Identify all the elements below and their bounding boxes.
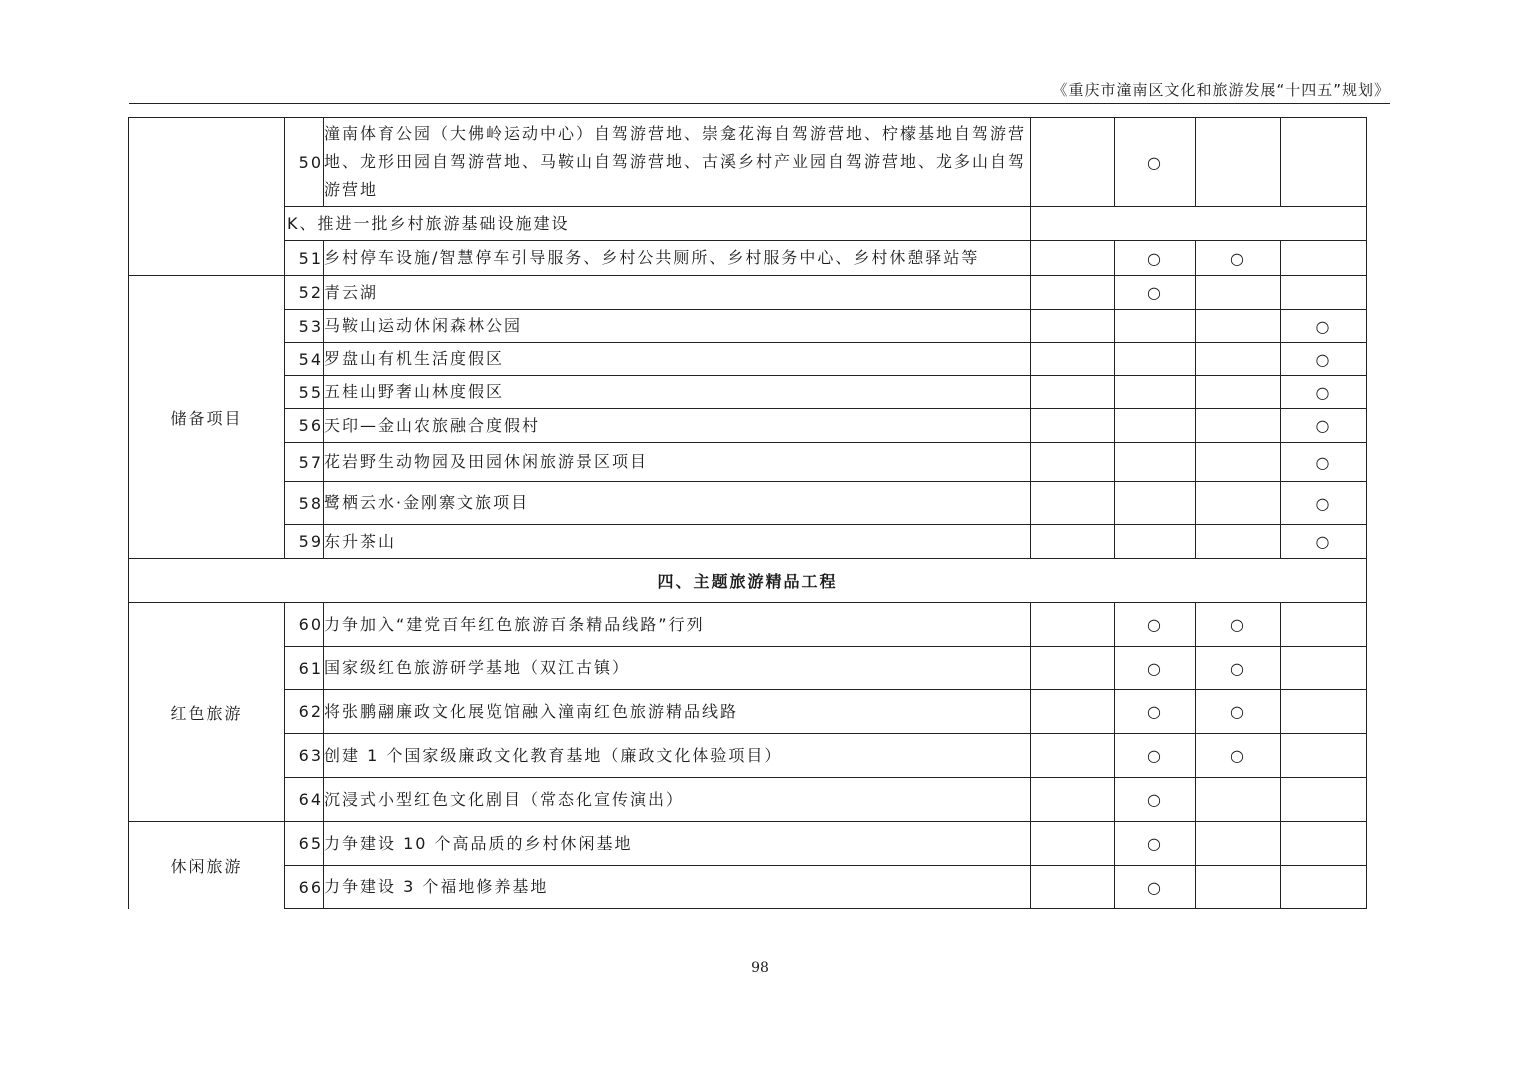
phase-1-cell <box>1031 376 1115 409</box>
phase-4-cell <box>1281 276 1367 310</box>
phase-1-cell <box>1031 276 1115 310</box>
row-number: 51 <box>285 241 324 276</box>
table-row <box>129 603 1367 647</box>
circle-mark-icon: ○ <box>1147 283 1163 302</box>
phase-4-cell <box>1281 603 1367 647</box>
circle-mark-icon: ○ <box>1315 532 1332 551</box>
row-number: 56 <box>285 409 324 443</box>
phase-2-cell <box>1115 276 1196 310</box>
phase-1-cell <box>1031 482 1115 525</box>
phase-1-cell <box>1031 690 1115 734</box>
row-number: 64 <box>285 778 324 822</box>
phase-4-cell <box>1281 343 1367 376</box>
phase-4-cell <box>1281 118 1367 207</box>
phase-4-cell <box>1281 443 1367 482</box>
circle-mark-icon: ○ <box>1230 615 1246 634</box>
phase-2-cell <box>1115 603 1196 647</box>
phase-3-cell <box>1196 409 1281 443</box>
phase-3-cell <box>1196 376 1281 409</box>
phase-2-cell <box>1115 778 1196 822</box>
row-number: 60 <box>285 603 324 647</box>
table-row <box>129 866 1367 909</box>
row-number: 55 <box>285 376 324 409</box>
row-number: 61 <box>285 647 324 690</box>
phase-3-cell <box>1196 310 1281 343</box>
phase-1-cell <box>1031 647 1115 690</box>
phase-2-cell <box>1115 822 1196 866</box>
circle-mark-icon: ○ <box>1147 877 1163 897</box>
project-name: 马鞍山运动休闲森林公园 <box>324 310 1031 343</box>
phase-4-cell <box>1281 376 1367 409</box>
phase-1-cell <box>1031 778 1115 822</box>
circle-mark-icon: ○ <box>1147 746 1163 765</box>
phase-3-cell <box>1196 343 1281 376</box>
circle-mark-icon: ○ <box>1230 658 1246 678</box>
table-row <box>129 310 1367 343</box>
circle-mark-icon: ○ <box>1315 493 1332 513</box>
phase-2-cell <box>1115 690 1196 734</box>
project-name: 花岩野生动物园及田园休闲旅游景区项目 <box>324 443 1031 482</box>
phase-2-cell <box>1115 647 1196 690</box>
header-divider <box>129 103 1390 104</box>
phase-3-cell <box>1196 690 1281 734</box>
table-row <box>129 241 1367 276</box>
phase-2-cell <box>1115 343 1196 376</box>
project-name: 乡村停车设施/智慧停车引导服务、乡村公共厕所、乡村服务中心、乡村休憩驿站等 <box>324 241 1031 276</box>
project-name: 沉浸式小型红色文化剧目（常态化宣传演出） <box>324 778 1031 822</box>
phase-4-cell <box>1281 310 1367 343</box>
circle-mark-icon: ○ <box>1147 834 1163 853</box>
table-row <box>129 376 1367 409</box>
phase-4-cell <box>1281 690 1367 734</box>
phase-1-cell <box>1031 343 1115 376</box>
page-number: 98 <box>751 960 769 976</box>
project-name: 五桂山野奢山林度假区 <box>324 376 1031 409</box>
category-label: 休闲旅游 <box>129 822 285 909</box>
table-row <box>129 647 1367 690</box>
phase-3-cell <box>1196 525 1281 559</box>
phase-4-cell <box>1281 866 1367 909</box>
circle-mark-icon: ○ <box>1315 452 1332 472</box>
phase-2-cell <box>1115 734 1196 778</box>
row-number: 62 <box>285 690 324 734</box>
circle-mark-icon: ○ <box>1315 382 1332 402</box>
phase-3-cell <box>1196 443 1281 482</box>
phase-3-cell <box>1196 276 1281 310</box>
phase-3-cell <box>1196 778 1281 822</box>
phase-2-cell <box>1115 866 1196 909</box>
phase-4-cell <box>1281 647 1367 690</box>
phase-1-cell <box>1031 822 1115 866</box>
circle-mark-icon: ○ <box>1147 658 1163 678</box>
circle-mark-icon: ○ <box>1230 702 1246 721</box>
phase-2-cell <box>1115 376 1196 409</box>
circle-mark-icon: ○ <box>1230 746 1246 765</box>
phase-3-cell <box>1196 647 1281 690</box>
phase-1-cell <box>1031 525 1115 559</box>
category-label: 储备项目 <box>129 276 285 559</box>
phase-2-cell <box>1115 118 1196 207</box>
phase-4-cell <box>1281 482 1367 525</box>
project-name: 创建 1 个国家级廉政文化教育基地（廉政文化体验项目） <box>324 734 1031 778</box>
project-name: 鹭栖云水·金刚寨文旅项目 <box>324 482 1031 525</box>
phase-4-cell <box>1281 734 1367 778</box>
table-row <box>129 482 1367 525</box>
project-name: 国家级红色旅游研学基地（双江古镇） <box>324 647 1031 690</box>
phase-3-cell <box>1196 118 1281 207</box>
project-name: 力争加入“建党百年红色旅游百条精品线路”行列 <box>324 603 1031 647</box>
category-cell-empty <box>129 118 285 276</box>
phase-3-cell <box>1196 866 1281 909</box>
row-number: 63 <box>285 734 324 778</box>
phase-3-cell <box>1196 822 1281 866</box>
circle-mark-icon: ○ <box>1315 416 1332 435</box>
project-name: 力争建设 10 个高品质的乡村休闲基地 <box>324 822 1031 866</box>
phase-2-cell <box>1115 409 1196 443</box>
table-row <box>129 118 1367 207</box>
row-number: 50 <box>285 118 324 207</box>
circle-mark-icon: ○ <box>1315 316 1332 336</box>
phase-1-cell <box>1031 443 1115 482</box>
row-number: 57 <box>285 443 324 482</box>
section-heading-row <box>129 559 1367 603</box>
project-name: 潼南体育公园（大佛岭运动中心）自驾游营地、崇龛花海自驾游营地、柠檬基地自驾游营地、龙形田园自驾游营地、马鞍山自驾游营地、古溪乡村产业园自驾游营地、龙多山自驾游营地 <box>324 118 1031 207</box>
phase-3-cell <box>1196 734 1281 778</box>
project-name: 青云湖 <box>324 276 1031 310</box>
row-number: 54 <box>285 343 324 376</box>
phase-3-cell <box>1196 482 1281 525</box>
row-number: 58 <box>285 482 324 525</box>
phase-3-cell <box>1196 241 1281 276</box>
phase-4-cell <box>1281 409 1367 443</box>
phase-4-cell <box>1281 822 1367 866</box>
row-number: 66 <box>285 866 324 909</box>
project-name: 天印—金山农旅融合度假村 <box>324 409 1031 443</box>
circle-mark-icon: ○ <box>1147 615 1163 634</box>
phase-4-cell <box>1281 778 1367 822</box>
project-name: 东升茶山 <box>324 525 1031 559</box>
phase-2-cell <box>1115 443 1196 482</box>
phase-1-cell <box>1031 734 1115 778</box>
subheading-row <box>129 207 1367 241</box>
circle-mark-icon: ○ <box>1147 790 1163 809</box>
phase-2-cell <box>1115 525 1196 559</box>
row-number: 53 <box>285 310 324 343</box>
table-row <box>129 525 1367 559</box>
phase-1-cell <box>1031 118 1115 207</box>
phase-2-cell <box>1115 310 1196 343</box>
row-number: 52 <box>285 276 324 310</box>
phase-3-cell <box>1196 603 1281 647</box>
circle-mark-icon: ○ <box>1147 248 1163 268</box>
project-table <box>128 117 1367 909</box>
table-row <box>129 276 1367 310</box>
table-row <box>129 343 1367 376</box>
phase-4-cell <box>1281 525 1367 559</box>
phase-1-cell <box>1031 866 1115 909</box>
circle-mark-icon: ○ <box>1230 248 1246 268</box>
project-name: 将张鹏翮廉政文化展览馆融入潼南红色旅游精品线路 <box>324 690 1031 734</box>
table-row <box>129 443 1367 482</box>
category-label: 红色旅游 <box>129 603 285 822</box>
row-number: 59 <box>285 525 324 559</box>
project-name: 力争建设 3 个福地修养基地 <box>324 866 1031 909</box>
row-number: 65 <box>285 822 324 866</box>
circle-mark-icon: ○ <box>1147 152 1163 172</box>
subheading-blank <box>1031 207 1367 241</box>
table-row <box>129 409 1367 443</box>
phase-1-cell <box>1031 241 1115 276</box>
phase-2-cell <box>1115 241 1196 276</box>
phase-4-cell <box>1281 241 1367 276</box>
phase-1-cell <box>1031 409 1115 443</box>
table-row <box>129 778 1367 822</box>
table-row <box>129 822 1367 866</box>
table-row <box>129 690 1367 734</box>
phase-1-cell <box>1031 310 1115 343</box>
document-header-title: 《重庆市潼南区文化和旅游发展“十四五”规划》 <box>1052 81 1390 99</box>
phase-2-cell <box>1115 482 1196 525</box>
project-name: 罗盘山有机生活度假区 <box>324 343 1031 376</box>
section-heading: 四、主题旅游精品工程 <box>129 559 1367 603</box>
phase-1-cell <box>1031 603 1115 647</box>
table-row <box>129 734 1367 778</box>
circle-mark-icon: ○ <box>1147 702 1163 721</box>
subheading-text: K、推进一批乡村旅游基础设施建设 <box>285 207 1031 241</box>
circle-mark-icon: ○ <box>1315 349 1332 369</box>
